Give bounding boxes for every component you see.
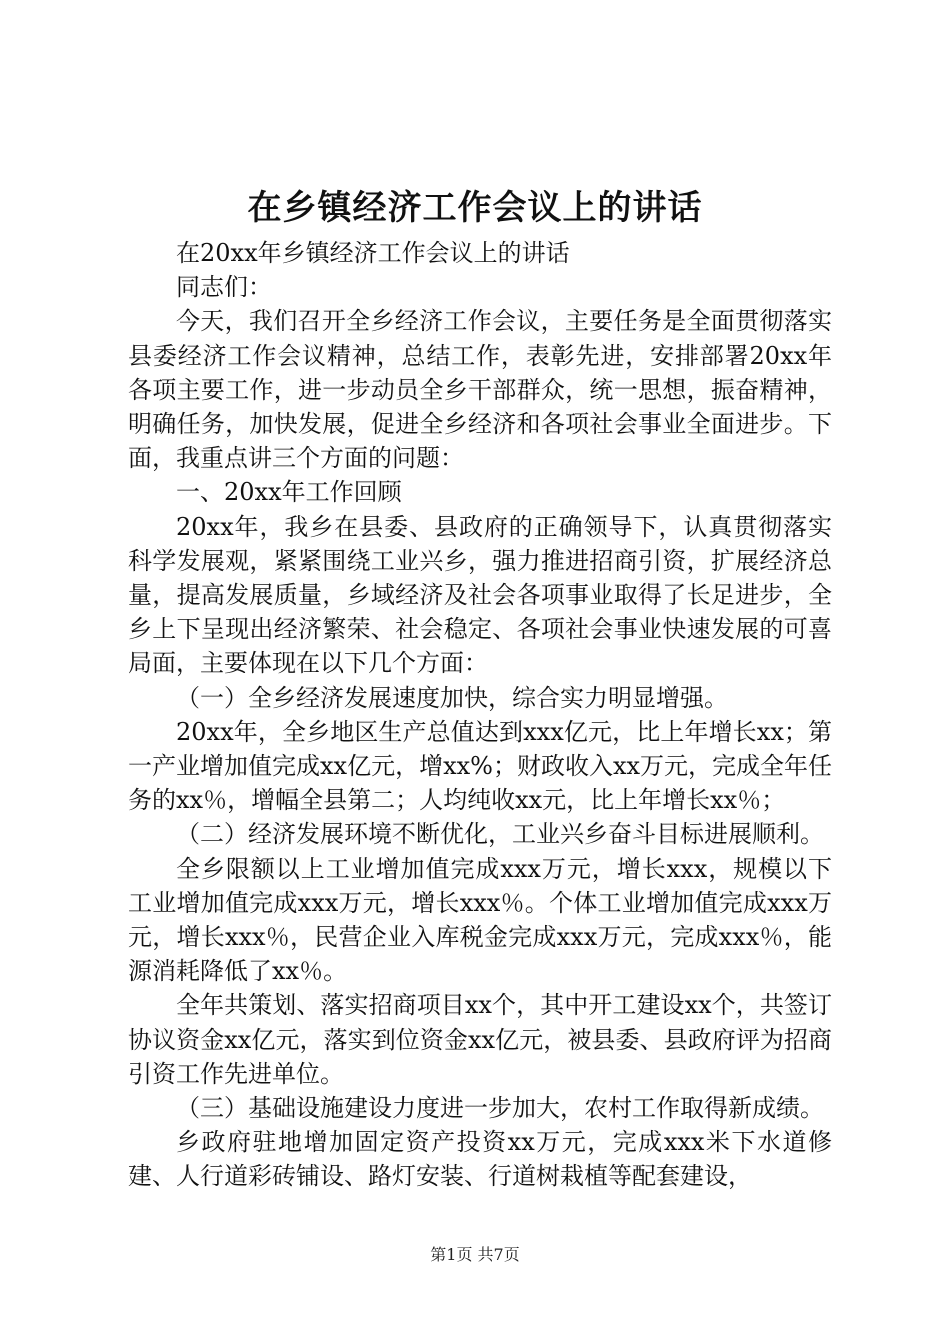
paragraph-salutation: 同志们：	[176, 273, 272, 302]
paragraph-review-summary: 20xx年，我乡在县委、县政府的正确领导下，认真贯彻落实科学发展观，紧紧围绕工业兴乡，强力推进招商引资，扩展经济总量，提高发展质量，乡域经济及社会各项事业取得了长足进步，全乡上下呈现出经济繁荣、社会稳定、各项社会事业快速发展的可喜局面，主要体现在以下几个方面：	[128, 512, 832, 678]
paragraph-industry: 全乡限额以上工业增加值完成xxx万元，增长xxx，规模以下工业增加值完成xxx万元，增长xxx％。个体工业增加值完成xxx万元，增长xxx％，民营企业入库税金完成xxx万元，完成xxx％，能源消耗降低了xx％。	[128, 854, 832, 986]
paragraph-infrastructure: 乡政府驻地增加固定资产投资xx万元，完成xxx米下水道修建、人行道彩砖铺设、路灯安装、行道树栽植等配套建设，	[128, 1128, 832, 1191]
subsection-heading-1: （一）全乡经济发展速度加快，综合实力明显增强。	[176, 683, 728, 712]
section-heading-review: 一、20xx年工作回顾	[176, 478, 402, 507]
paragraph-intro: 今天，我们召开全乡经济工作会议，主要任务是全面贯彻落实县委经济工作会议精神，总结工作，表彰先进，安排部署20xx年各项主要工作，进一步动员全乡干部群众，统一思想，振奋精神，明确任务，加快发展，促进全乡经济和各项社会事业全面进步。下面，我重点讲三个方面的问题：	[128, 307, 832, 473]
paragraph-investment: 全年共策划、落实招商项目xx个，其中开工建设xx个，共签订协议资金xx亿元，落实到位资金xx亿元，被县委、县政府评为招商引资工作先进单位。	[128, 991, 832, 1088]
paragraph-subtitle: 在20xx年乡镇经济工作会议上的讲话	[176, 239, 570, 267]
document-body	[128, 236, 832, 1194]
document-title: 在乡镇经济工作会议上的讲话	[247, 188, 703, 228]
page-footer: 第1页 共7页	[430, 1245, 520, 1264]
subsection-heading-2: （二）经济发展环境不断优化，工业兴乡奋斗目标进展顺利。	[176, 820, 824, 849]
subsection-heading-3: （三）基础设施建设力度进一步加大，农村工作取得新成绩。	[176, 1094, 824, 1123]
paragraph-gdp: 20xx年，全乡地区生产总值达到xxx亿元，比上年增长xx；第一产业增加值完成xx亿元，增xx%；财政收入xx万元，完成全年任务的xx％，增幅全县第二；人均纯收xx元，比上年增长xx％；	[128, 717, 833, 815]
